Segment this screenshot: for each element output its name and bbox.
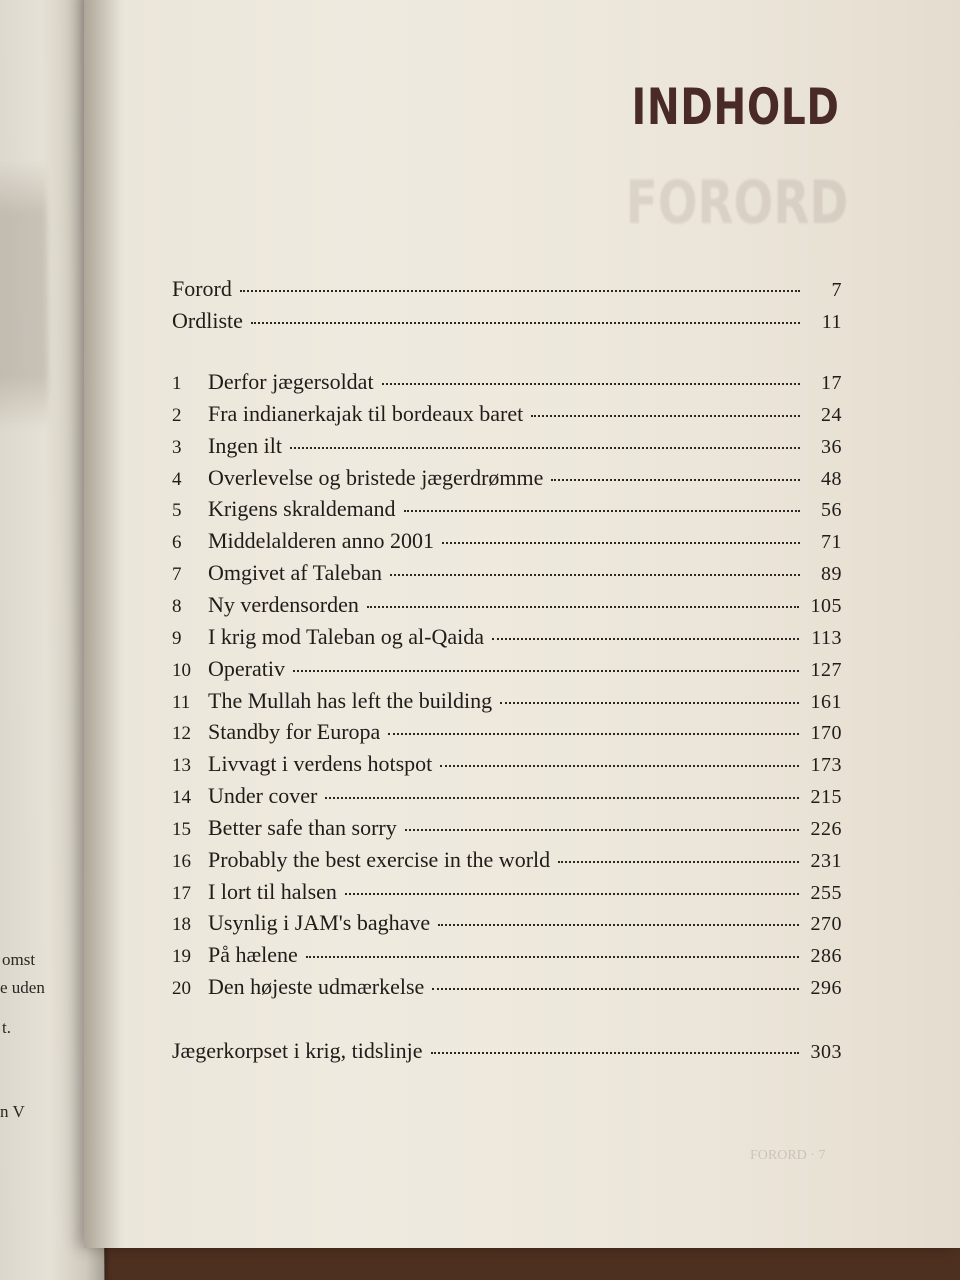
dot-leader (442, 536, 800, 544)
toc-entry-front (172, 308, 842, 340)
dot-leader (388, 727, 798, 735)
dot-leader (440, 759, 798, 767)
toc-entry-page: 215 (810, 786, 842, 809)
toc-entry-page: 286 (810, 945, 842, 968)
toc-entry-page: 255 (810, 881, 842, 904)
toc-entry-title: Fra indianerkajak til bordeaux baret (208, 400, 524, 426)
toc-entry-chapter (172, 592, 842, 624)
dot-leader (404, 504, 800, 512)
toc-entry-page: 11 (821, 311, 842, 333)
dot-leader (367, 600, 799, 608)
toc-entry-page: 36 (821, 435, 842, 458)
chapter-number: 8 (172, 595, 182, 617)
toc-entry-back (172, 1038, 842, 1070)
chapter-number: 13 (172, 755, 191, 777)
chapter-number: 15 (172, 818, 191, 840)
toc-entry-title: The Mullah has left the building (208, 687, 493, 713)
dot-leader (431, 1046, 799, 1054)
page-title: INDHOLD (631, 78, 840, 136)
toc-entry-page: 173 (810, 754, 842, 777)
toc-entry-chapter (172, 879, 842, 911)
chapter-number: 17 (172, 882, 191, 904)
toc-entry-title: Ny verdensorden (208, 591, 359, 617)
chapter-number: 5 (172, 500, 182, 522)
toc-entry-title: Ingen ilt (208, 432, 282, 458)
toc-entry-title: Jægerkorpset i krig, tidslinje (172, 1038, 423, 1063)
dot-leader (290, 441, 800, 449)
toc-entry-chapter (172, 433, 842, 465)
toc-entry-chapter (172, 974, 842, 1006)
dot-leader (293, 664, 799, 672)
dot-leader (500, 696, 798, 704)
toc-entry-title: Den højeste udmærkelse (208, 974, 425, 1000)
toc-entry-chapter (172, 465, 842, 497)
toc-entry-page: 231 (810, 849, 842, 872)
toc-entry-chapter (172, 496, 842, 528)
toc-entry-page: 105 (810, 594, 842, 617)
chapter-number: 2 (172, 404, 182, 426)
gutter-shadow (84, 0, 124, 1248)
toc-entry-page: 161 (810, 690, 842, 713)
left-page-fragment: omst (2, 950, 36, 969)
toc-entry-title: Under cover (208, 783, 318, 809)
toc-entry-chapter (172, 401, 842, 433)
dot-leader (325, 791, 798, 799)
chapter-number: 11 (172, 691, 191, 713)
dot-leader (438, 918, 798, 926)
chapter-number: 12 (172, 723, 191, 745)
left-page-fragment: n V (0, 1102, 25, 1121)
toc-entry-chapter (172, 719, 842, 751)
chapter-number: 20 (172, 978, 191, 1000)
dot-leader (432, 982, 798, 990)
toc-entry-page: 7 (831, 279, 842, 301)
toc-entry-chapter (172, 847, 842, 879)
chapter-number: 19 (172, 946, 191, 968)
toc-entry-chapter (172, 560, 842, 592)
toc-entry-page: 170 (810, 722, 842, 745)
toc-entry-title: Omgivet af Taleban (208, 560, 382, 586)
toc-entry-title: Standby for Europa (208, 719, 381, 745)
toc-entry-title: Ordliste (172, 308, 243, 333)
toc-entry-page: 296 (810, 977, 842, 1000)
left-page-show-through (0, 160, 48, 430)
toc-entry-title: Usynlig i JAM's baghave (208, 910, 431, 936)
dot-leader (405, 823, 799, 831)
dot-leader (551, 473, 800, 481)
toc-entry-page: 24 (821, 403, 842, 426)
toc-entry-page: 113 (811, 626, 842, 649)
toc-entry-title: På hælene (208, 942, 298, 968)
toc-entry-page: 48 (821, 467, 842, 490)
toc-entry-page: 127 (810, 658, 842, 681)
toc-entry-title: Probably the best exercise in the world (208, 846, 551, 872)
toc-entry-chapter (172, 656, 842, 688)
chapter-number: 18 (172, 914, 191, 936)
toc-entry-chapter (172, 815, 842, 847)
dot-leader (492, 632, 799, 640)
chapter-number: 9 (172, 627, 182, 649)
dot-leader (306, 950, 799, 958)
toc-entry-page: 56 (821, 499, 842, 522)
dot-leader (240, 284, 800, 292)
toc-entry-chapter (172, 751, 842, 783)
chapter-number: 4 (172, 468, 182, 490)
toc-entry-chapter (172, 528, 842, 560)
dot-leader (382, 377, 800, 385)
toc-entry-chapter (172, 369, 842, 401)
left-page-fragment: e uden (0, 978, 45, 997)
toc-entry-title: I krig mod Taleban og al-Qaida (208, 623, 485, 649)
dot-leader (531, 409, 800, 417)
toc-entry-page: 303 (810, 1041, 842, 1063)
chapter-number: 3 (172, 436, 182, 458)
chapter-number: 14 (172, 787, 191, 809)
dot-leader (345, 887, 799, 895)
toc-entry-front (172, 276, 842, 308)
dot-leader (390, 568, 800, 576)
chapter-number: 1 (172, 373, 182, 394)
chapter-number: 16 (172, 850, 191, 872)
toc-entry-title: Livvagt i verdens hotspot (208, 751, 433, 777)
toc-entry-chapter (172, 688, 842, 720)
toc-entry-chapter (172, 910, 842, 942)
chapter-number: 6 (172, 532, 182, 554)
left-page-fragment: t. (2, 1018, 11, 1037)
dot-leader (558, 855, 798, 863)
toc-entry-page: 71 (821, 531, 842, 554)
chapter-number: 7 (172, 564, 182, 586)
toc-entry-title: Derfor jægersoldat (208, 369, 374, 394)
toc-entry-chapter (172, 624, 842, 656)
toc-entry-title: Krigens skraldemand (208, 496, 396, 522)
toc-entry-page: 17 (821, 372, 842, 394)
toc-entry-title: Forord (172, 276, 232, 301)
toc-entry-page: 226 (810, 817, 842, 840)
toc-entry-title: I lort til halsen (208, 878, 337, 904)
toc-entry-title: Overlevelse og bristede jægerdrømme (208, 464, 544, 490)
toc-entry-chapter (172, 783, 842, 815)
show-through-title: FORORD (625, 168, 848, 238)
toc-entry-title: Better safe than sorry (208, 814, 397, 840)
toc-entry-chapter (172, 942, 842, 974)
show-through-footer: FORORD · 7 (750, 1148, 826, 1163)
toc-entry-page: 270 (810, 913, 842, 936)
dot-leader (251, 316, 800, 324)
toc-entry-title: Middelalderen anno 2001 (208, 528, 435, 554)
toc-entry-title: Operativ (208, 655, 285, 681)
toc-entry-page: 89 (821, 563, 842, 586)
chapter-number: 10 (172, 659, 191, 681)
